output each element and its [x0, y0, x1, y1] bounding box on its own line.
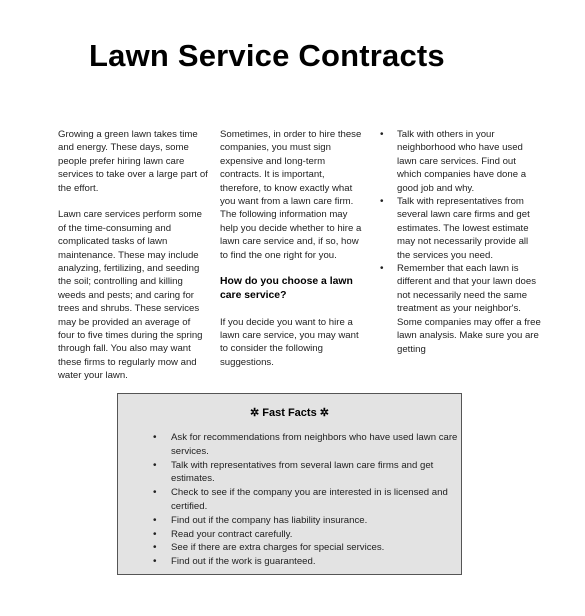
contracts-paragraph: Sometimes, in order to hire these companies, you must sign expensive and long-term contracts. It is important, therefore, to know exactly what you want from a lawn care firm. The following information may help you decide whether to hire a lawn care service and, if so, how to find the one right for you.: [220, 129, 362, 261]
document-title: Lawn Service Contracts: [89, 38, 445, 73]
fast-facts-list: [118, 431, 461, 569]
fast-facts-title: ✲ Fast Facts ✲: [250, 407, 329, 419]
list-item: • Talk with representatives from several lawn care firms and get estimates.: [153, 459, 461, 487]
list-item: • Find out if the work is guaranteed.: [153, 555, 461, 569]
suggestion-list: [380, 128, 542, 356]
intro-paragraph: Growing a green lawn takes time and energy. These days, some people prefer hiring lawn care services to take over a large part of the effort.: [58, 129, 208, 194]
column-2: [220, 128, 368, 383]
list-item: • See if there are extra charges for special services.: [153, 541, 461, 555]
list-item: • Find out if the company has liability insurance.: [153, 514, 461, 528]
suggestions-paragraph: If you decide you want to hire a lawn care service, you may want to consider the following suggestions.: [220, 316, 359, 368]
list-item: • Talk with representatives from several lawn care firms and get estimates. The lowest estimate may not necessarily provide all the services you need.: [380, 195, 542, 262]
column-3: [380, 128, 542, 356]
list-item: • Remember that each lawn is different and that your lawn does not necessarily need the same treatment as your neighbor's. Some companies may offer a free lawn analysis. Make sure you are getting: [380, 262, 542, 356]
column-1: [58, 128, 208, 396]
list-item: • Ask for recommendations from neighbors who have used lawn care services.: [153, 431, 461, 459]
fast-facts-box: [117, 393, 462, 575]
services-paragraph: Lawn care services perform some of the time-consuming and complicated tasks of lawn maintenance. These may include analyzing, fertilizing, and seeding the soil; controlling and killing weeds and pests; and caring for trees and shrubs. These services may be provided an average of four to five times during the spring through fall. You also may want these firms to regularly mow and water your lawn.: [58, 209, 203, 382]
section-heading: How do you choose a lawn care service?: [220, 276, 353, 301]
list-item: • Talk with others in your neighborhood who have used lawn care services. Find out which companies have done a good job and why.: [380, 128, 542, 195]
list-item: • Read your contract carefully.: [153, 528, 461, 542]
list-item: • Check to see if the company you are interested in is licensed and certified.: [153, 486, 461, 514]
